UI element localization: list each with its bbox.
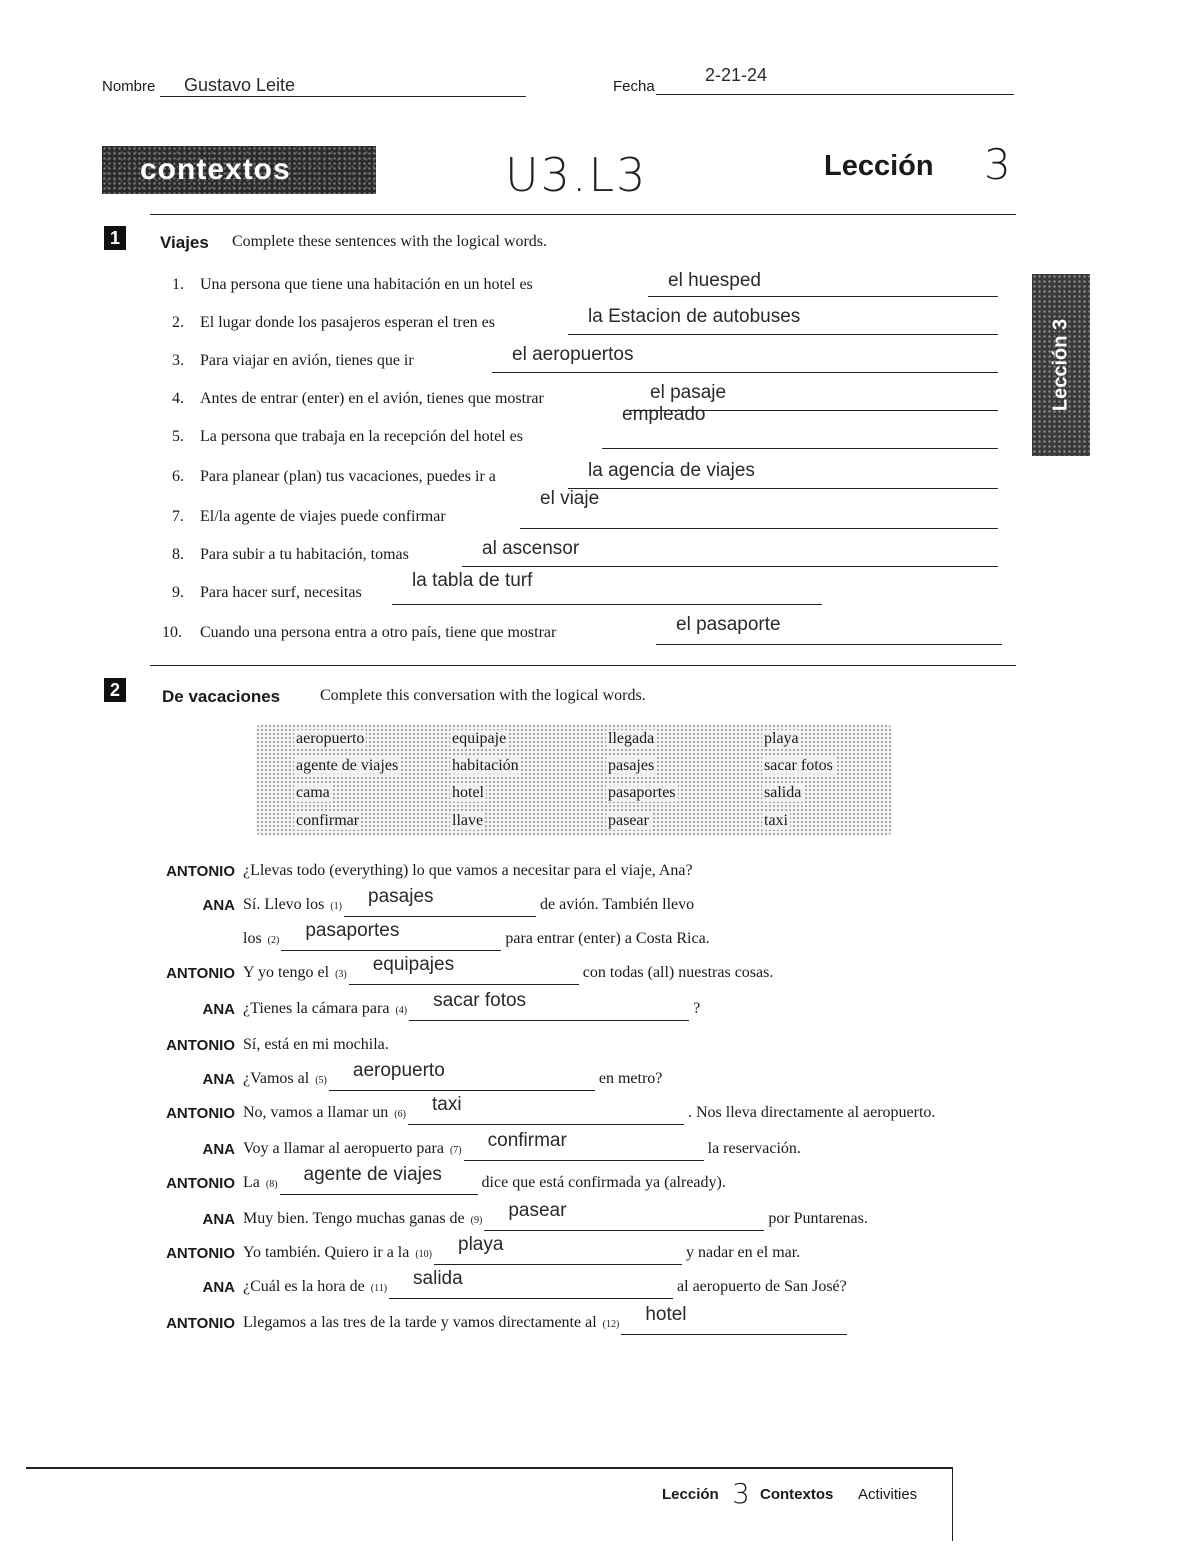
answer-blank [492, 372, 998, 373]
item-prompt: Para planear (plan) tus vacaciones, puedes ir a [200, 468, 496, 485]
word-bank-item: llegada [608, 730, 655, 747]
word-bank-item: aeropuerto [296, 730, 365, 747]
answer-blank [389, 1298, 673, 1299]
dialogue-text: Llegamos a las tres de la tarde y vamos directamente al [243, 1314, 597, 1331]
answer-text[interactable]: el huesped [668, 270, 761, 291]
answer-blank [484, 1230, 764, 1231]
answer-text[interactable]: la tabla de turf [412, 570, 533, 591]
dialogue-text: Sí, está en mi mochila. [243, 1036, 389, 1053]
answer-blank [349, 984, 579, 985]
blank-number: (7) [449, 1145, 462, 1156]
blank-number: (10) [415, 1249, 433, 1260]
word-bank-item: playa [764, 730, 799, 747]
word-bank-item: pasajes [608, 757, 655, 774]
answer-text[interactable]: hotel [645, 1304, 687, 1325]
answer-text[interactable]: empleado [622, 404, 706, 425]
name-label: Nombre [102, 78, 156, 95]
name-underline [160, 96, 526, 97]
dialogue-text: por Puntarenas. [768, 1210, 868, 1227]
speaker-label: ANTONIO [166, 1315, 235, 1332]
speaker-label: ANA [202, 1071, 235, 1088]
date-value[interactable]: 2-21-24 [705, 65, 768, 85]
item-prompt: El lugar donde los pasajeros esperan el tren es [200, 314, 496, 331]
answer-text[interactable]: confirmar [487, 1130, 567, 1151]
item-prompt: El/la agente de viajes puede confirmar [200, 508, 446, 525]
blank-number: (1) [330, 901, 343, 912]
answer-text[interactable]: la Estacion de autobuses [588, 306, 801, 327]
answer-blank [280, 1194, 478, 1195]
dialogue-text: La [243, 1174, 260, 1191]
answer-blank [520, 528, 998, 529]
word-bank-item: confirmar [296, 812, 360, 829]
dialogue-text: Voy a llamar al aeropuerto para [243, 1140, 444, 1157]
answer-text[interactable]: pasaportes [305, 920, 400, 941]
dialogue-text: para entrar (enter) a Costa Rica. [505, 930, 710, 947]
dialogue-text: Yo también. Quiero ir a la [243, 1244, 410, 1261]
section2-instructions: Complete this conversation with the logical words. [320, 687, 646, 704]
answer-text[interactable]: el pasaje [650, 382, 727, 403]
section1-number: 1 [104, 226, 126, 250]
dialogue-text: ¿Llevas todo (everything) lo que vamos a necesitar para el viaje, Ana? [243, 862, 693, 879]
footer-activities: Activities [858, 1486, 918, 1503]
dialogue-text: No, vamos a llamar un [243, 1104, 389, 1121]
speaker-label: ANA [202, 1001, 235, 1018]
item-number: 10. [162, 624, 182, 641]
answer-blank [464, 1160, 704, 1161]
dialogue-text: ¿Tienes la cámara para [243, 1000, 390, 1017]
item-number: 8. [172, 546, 184, 563]
word-bank-item: cama [296, 784, 330, 801]
leccion-title: Lección [824, 150, 934, 182]
dialogue-text: ¿Vamos al [243, 1070, 310, 1087]
word-bank-item: hotel [452, 784, 484, 801]
footer-leccion-number: 3 [732, 1477, 750, 1510]
blank-number: (9) [470, 1215, 483, 1226]
answer-text[interactable]: taxi [431, 1094, 462, 1115]
speaker-label: ANTONIO [166, 863, 235, 880]
answer-blank [344, 916, 536, 917]
header-divider [150, 214, 1016, 215]
section1-divider [150, 665, 1016, 666]
contextos-banner: contextos [102, 146, 376, 194]
answer-blank [621, 1334, 847, 1335]
answer-blank [408, 1124, 684, 1125]
item-prompt: Antes de entrar (enter) en el avión, tienes que mostrar [200, 390, 544, 407]
blank-number: (3) [335, 969, 347, 980]
dialogue-text: con todas (all) nuestras cosas. [582, 964, 774, 981]
answer-text[interactable]: el viaje [540, 488, 600, 509]
footer-rule [26, 1467, 952, 1469]
dialogue-text: la reservación. [707, 1140, 801, 1157]
answer-text[interactable]: aeropuerto [352, 1060, 445, 1081]
dialogue-text: Y yo tengo el [243, 964, 330, 981]
leccion-number: 3 [984, 140, 1011, 189]
answer-blank [656, 644, 1002, 645]
date-underline [656, 94, 1014, 95]
section1-title: Viajes [160, 233, 209, 252]
word-bank-item: salida [764, 784, 802, 801]
item-number: 2. [172, 314, 184, 331]
answer-blank [409, 1020, 689, 1021]
item-number: 9. [172, 584, 184, 601]
answer-text[interactable]: el pasaporte [676, 614, 781, 635]
item-number: 4. [172, 390, 184, 407]
blank-number: (5) [315, 1075, 327, 1086]
answer-text[interactable]: pasear [508, 1200, 567, 1221]
dialogue-text: Sí. Llevo los [243, 896, 325, 913]
dialogue-text: de avión. También llevo [540, 896, 695, 913]
answer-text[interactable]: playa [458, 1234, 504, 1255]
blank-number: (12) [602, 1319, 620, 1330]
answer-blank [281, 950, 501, 951]
answer-blank [462, 566, 998, 567]
item-prompt: La persona que trabaja en la recepción del hotel es [200, 428, 523, 445]
blank-number: (8) [265, 1179, 278, 1190]
answer-text[interactable]: sacar fotos [433, 990, 527, 1011]
speaker-label: ANTONIO [166, 965, 235, 982]
item-prompt: Para hacer surf, necesitas [200, 584, 362, 601]
answer-blank [568, 334, 998, 335]
item-number: 3. [172, 352, 184, 369]
answer-text[interactable]: agente de viajes [303, 1164, 442, 1185]
handwritten-unit: U3.L3 [505, 148, 648, 202]
speaker-label: ANA [202, 1279, 235, 1296]
speaker-label: ANA [202, 1141, 235, 1158]
word-bank-item: pasaportes [608, 784, 676, 801]
section1-instructions: Complete these sentences with the logical words. [232, 233, 548, 250]
answer-text[interactable]: salida [413, 1268, 463, 1289]
dialogue-text: al aeropuerto de San José? [677, 1278, 847, 1295]
item-number: 1. [172, 276, 184, 293]
footer-leccion: Lección [662, 1486, 719, 1503]
speaker-label: ANTONIO [166, 1105, 235, 1122]
item-prompt: Una persona que tiene una habitación en un hotel es [200, 276, 533, 293]
item-number: 5. [172, 428, 184, 445]
word-bank-item: sacar fotos [764, 757, 833, 774]
item-prompt: Para viajar en avión, tienes que ir [200, 352, 414, 369]
side-tab [1032, 274, 1090, 456]
dialogue-text: ¿Cuál es la hora de [243, 1278, 365, 1295]
item-number: 7. [172, 508, 184, 525]
blank-number: (6) [394, 1109, 406, 1120]
dialogue-text: ? [693, 1000, 701, 1017]
speaker-label: ANTONIO [166, 1037, 235, 1054]
item-prompt: Para subir a tu habitación, tomas [200, 546, 409, 563]
section2-title: De vacaciones [162, 687, 281, 706]
word-bank-item: equipaje [452, 730, 507, 747]
answer-blank [648, 296, 998, 297]
date-label: Fecha [613, 78, 655, 95]
answer-text[interactable]: pasajes [368, 886, 434, 907]
dialogue-text: y nadar en el mar. [686, 1244, 801, 1261]
footer-contextos: Contextos [760, 1486, 834, 1503]
blank-number: (11) [370, 1283, 388, 1294]
dialogue-text: Muy bien. Tengo muchas ganas de [243, 1210, 465, 1227]
word-bank-item: habitación [452, 757, 519, 774]
footer-vertical-rule [952, 1467, 953, 1541]
blank-number: (4) [395, 1005, 408, 1016]
word-bank-item: llave [452, 812, 484, 829]
answer-blank [392, 604, 822, 605]
dialogue-text: . Nos lleva directamente al aeropuerto. [687, 1104, 936, 1121]
answer-text[interactable]: el aeropuertos [512, 344, 634, 365]
answer-text[interactable]: la agencia de viajes [588, 460, 755, 481]
word-bank-item: pasear [608, 812, 649, 829]
blank-number: (2) [267, 935, 280, 946]
speaker-label: ANTONIO [166, 1175, 235, 1192]
answer-blank [568, 488, 998, 489]
answer-text[interactable]: equipajes [372, 954, 455, 975]
dialogue-text: en metro? [598, 1070, 663, 1087]
name-value[interactable]: Gustavo Leite [184, 75, 296, 95]
word-bank-item: agente de viajes [296, 757, 399, 774]
word-bank-item: taxi [764, 812, 788, 829]
answer-blank [329, 1090, 595, 1091]
answer-blank [602, 448, 998, 449]
speaker-label: ANA [202, 897, 235, 914]
speaker-label: ANA [202, 1211, 235, 1228]
item-number: 6. [172, 468, 184, 485]
speaker-label: ANTONIO [166, 1245, 235, 1262]
item-prompt: Cuando una persona entra a otro país, tiene que mostrar [200, 624, 557, 641]
answer-blank [434, 1264, 682, 1265]
section2-number: 2 [104, 678, 126, 702]
answer-text[interactable]: al ascensor [482, 538, 580, 559]
side-tab-label: Lección 3 [1049, 318, 1072, 412]
dialogue-text: dice que está confirmada ya (already). [481, 1174, 726, 1191]
dialogue-text: los [243, 930, 262, 947]
